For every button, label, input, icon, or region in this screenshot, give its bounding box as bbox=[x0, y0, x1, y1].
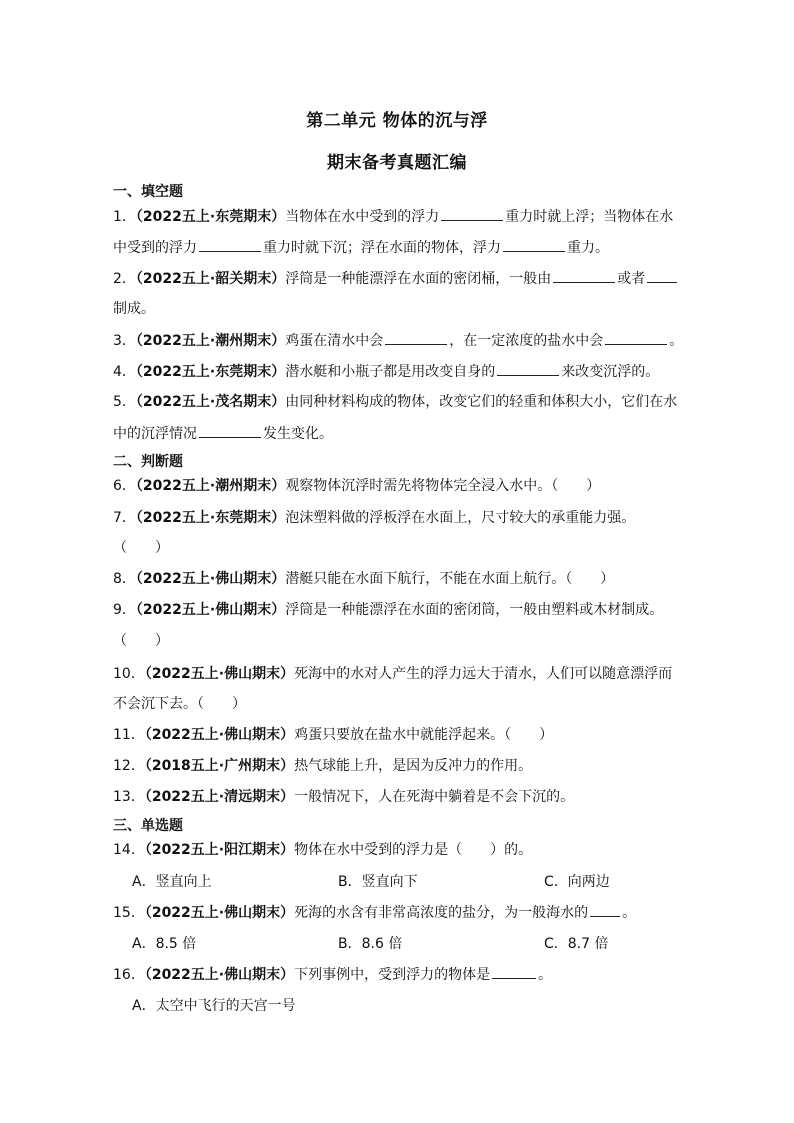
answer-blank[interactable] bbox=[647, 268, 677, 283]
question-text: 鸡蛋只要放在盐水中就能浮起来。（ ） bbox=[294, 727, 554, 743]
question-source: （2022五上·佛山期末） bbox=[144, 967, 295, 983]
answer-blank[interactable] bbox=[199, 237, 261, 252]
question-number: 2． bbox=[113, 271, 136, 287]
question-text: 。 bbox=[538, 967, 553, 983]
question-text: 发生变化。 bbox=[263, 426, 333, 442]
question-16 bbox=[113, 964, 552, 985]
question-1-cont bbox=[113, 237, 609, 258]
question-source: （2022五上·潮州期末） bbox=[135, 333, 286, 349]
question-number: 14． bbox=[113, 842, 145, 858]
question-4 bbox=[113, 361, 659, 382]
question-number: 13． bbox=[113, 789, 145, 805]
question-8 bbox=[113, 569, 614, 589]
answer-blank[interactable] bbox=[503, 237, 565, 252]
question-number: 12． bbox=[113, 758, 145, 774]
question-number: 4． bbox=[113, 364, 136, 380]
question-text: 来改变沉浮的。 bbox=[561, 364, 660, 380]
question-7-cont bbox=[113, 538, 169, 558]
question-number: 16． bbox=[113, 967, 145, 983]
option-c[interactable]: C．向两边 bbox=[544, 874, 610, 890]
option-b[interactable]: B．竖直向下 bbox=[338, 874, 418, 890]
question-14 bbox=[113, 840, 532, 860]
question-number: 1． bbox=[113, 209, 136, 225]
question-10 bbox=[113, 664, 672, 684]
question-source: （2022五上·潮州期末） bbox=[135, 478, 286, 494]
question-source: （2022五上·韶关期末） bbox=[135, 271, 286, 287]
question-text: 。 bbox=[669, 333, 684, 349]
answer-blank[interactable] bbox=[385, 330, 447, 345]
question-text: 当物体在水中受到的浮力 bbox=[285, 209, 440, 225]
question-source: （2022五上·茂名期末） bbox=[135, 394, 286, 410]
option-c[interactable]: C．8.7 倍 bbox=[544, 936, 609, 952]
question-text: 重力。 bbox=[567, 240, 609, 256]
question-text: 浮筒是一种能漂浮在水面的密闭桶，一般由 bbox=[285, 271, 552, 287]
question-text: 观察物体沉浮时需先将物体完全浸入水中。（ ） bbox=[285, 478, 601, 494]
question-text: 。 bbox=[622, 905, 637, 921]
question-text: 或者 bbox=[617, 271, 646, 287]
question-source: （2022五上·佛山期末） bbox=[144, 666, 295, 682]
question-text: 热气球能上升，是因为反冲力的作用。 bbox=[294, 758, 533, 774]
option-a[interactable]: A．8.5 倍 bbox=[132, 936, 197, 952]
question-number: 9． bbox=[113, 602, 136, 618]
question-number: 11． bbox=[113, 727, 145, 743]
question-text: 浮筒是一种能漂浮在水面的密闭筒，一般由塑料或木材制成。 bbox=[285, 602, 664, 618]
answer-blank[interactable] bbox=[590, 902, 620, 917]
question-text: 重力时就下沉；浮在水面的物体，浮力 bbox=[263, 240, 501, 256]
question-source: （2022五上·佛山期末） bbox=[144, 727, 295, 743]
question-text: 中受到的浮力 bbox=[113, 240, 197, 256]
answer-blank[interactable] bbox=[441, 206, 503, 221]
question-text: 死海中的水对人产生的浮力远大于清水，人们可以随意漂浮而 bbox=[294, 666, 673, 682]
question-7 bbox=[113, 508, 635, 528]
question-15 bbox=[113, 902, 636, 923]
question-source: （2022五上·东莞期末） bbox=[135, 510, 286, 526]
answer-bracket[interactable]: （ ） bbox=[113, 633, 169, 649]
question-source: （2022五上·东莞期末） bbox=[135, 209, 286, 225]
question-text: 物体在水中受到的浮力是（ ）的。 bbox=[294, 842, 533, 858]
question-text: ，在一定浓度的盐水中会 bbox=[449, 333, 604, 349]
section-heading-choice: 三、单选题 bbox=[113, 818, 183, 834]
question-text: 泡沫塑料做的浮板浮在水面上，尺寸较大的承重能力强。 bbox=[285, 510, 636, 526]
question-source: （2022五上·阳江期末） bbox=[144, 842, 295, 858]
question-5-cont bbox=[113, 423, 333, 444]
question-12 bbox=[113, 756, 532, 776]
question-2 bbox=[113, 268, 679, 289]
answer-blank[interactable] bbox=[497, 361, 559, 376]
question-text: 鸡蛋在清水中会 bbox=[285, 333, 384, 349]
question-9 bbox=[113, 600, 663, 620]
option-a[interactable]: A．竖直向上 bbox=[132, 874, 212, 890]
question-number: 8． bbox=[113, 571, 136, 587]
answer-blank[interactable] bbox=[199, 423, 261, 438]
question-1 bbox=[113, 206, 673, 227]
question-text: 下列事例中，受到浮力的物体是 bbox=[294, 967, 491, 983]
question-text: 重力时就上浮；当物体在水 bbox=[505, 209, 674, 225]
question-text: 中的沉浮情况 bbox=[113, 426, 197, 442]
section-heading-fill: 一、填空题 bbox=[113, 184, 183, 200]
question-text: 潜艇只能在水面下航行，不能在水面上航行。（ ） bbox=[285, 571, 615, 587]
answer-bracket[interactable]: （ ） bbox=[113, 540, 169, 556]
answer-blank[interactable] bbox=[605, 330, 667, 345]
question-source: （2022五上·佛山期末） bbox=[135, 571, 286, 587]
question-source: （2022五上·东莞期末） bbox=[135, 364, 286, 380]
question-6 bbox=[113, 476, 600, 496]
question-text: 潜水艇和小瓶子都是用改变自身的 bbox=[285, 364, 496, 380]
option-b[interactable]: B．8.6 倍 bbox=[338, 936, 403, 952]
question-source: （2018五上·广州期末） bbox=[144, 758, 295, 774]
question-number: 5． bbox=[113, 394, 136, 410]
question-source: （2022五上·佛山期末） bbox=[144, 905, 295, 921]
question-number: 15． bbox=[113, 905, 145, 921]
answer-blank[interactable] bbox=[492, 964, 536, 979]
question-2-cont bbox=[113, 299, 155, 319]
question-source: （2022五上·佛山期末） bbox=[135, 602, 286, 618]
question-9-cont bbox=[113, 631, 169, 651]
question-3 bbox=[113, 330, 683, 351]
question-number: 3． bbox=[113, 333, 136, 349]
question-number: 7． bbox=[113, 510, 136, 526]
page-title: 第二单元 物体的沉与浮 bbox=[306, 111, 488, 131]
page-subtitle: 期末备考真题汇编 bbox=[327, 153, 467, 173]
question-13 bbox=[113, 787, 574, 807]
question-number: 10． bbox=[113, 666, 145, 682]
question-10-cont bbox=[113, 694, 246, 714]
option-a[interactable]: A．太空中飞行的天宫一号 bbox=[132, 998, 296, 1014]
question-text: 不会沉下去。（ ） bbox=[113, 696, 246, 712]
question-5 bbox=[113, 392, 677, 412]
answer-blank[interactable] bbox=[553, 268, 615, 283]
question-number: 6． bbox=[113, 478, 136, 494]
section-heading-judge: 二、判断题 bbox=[113, 454, 183, 470]
question-text: 死海的水含有非常高浓度的盐分，为一般海水的 bbox=[294, 905, 589, 921]
question-text: 制成。 bbox=[113, 301, 155, 317]
question-11 bbox=[113, 725, 553, 745]
question-text: 由同种材料构成的物体，改变它们的轻重和体积大小，它们在水 bbox=[285, 394, 678, 410]
question-text: 一般情况下，人在死海中躺着是不会下沉的。 bbox=[294, 789, 575, 805]
question-source: （2022五上·清远期末） bbox=[144, 789, 295, 805]
